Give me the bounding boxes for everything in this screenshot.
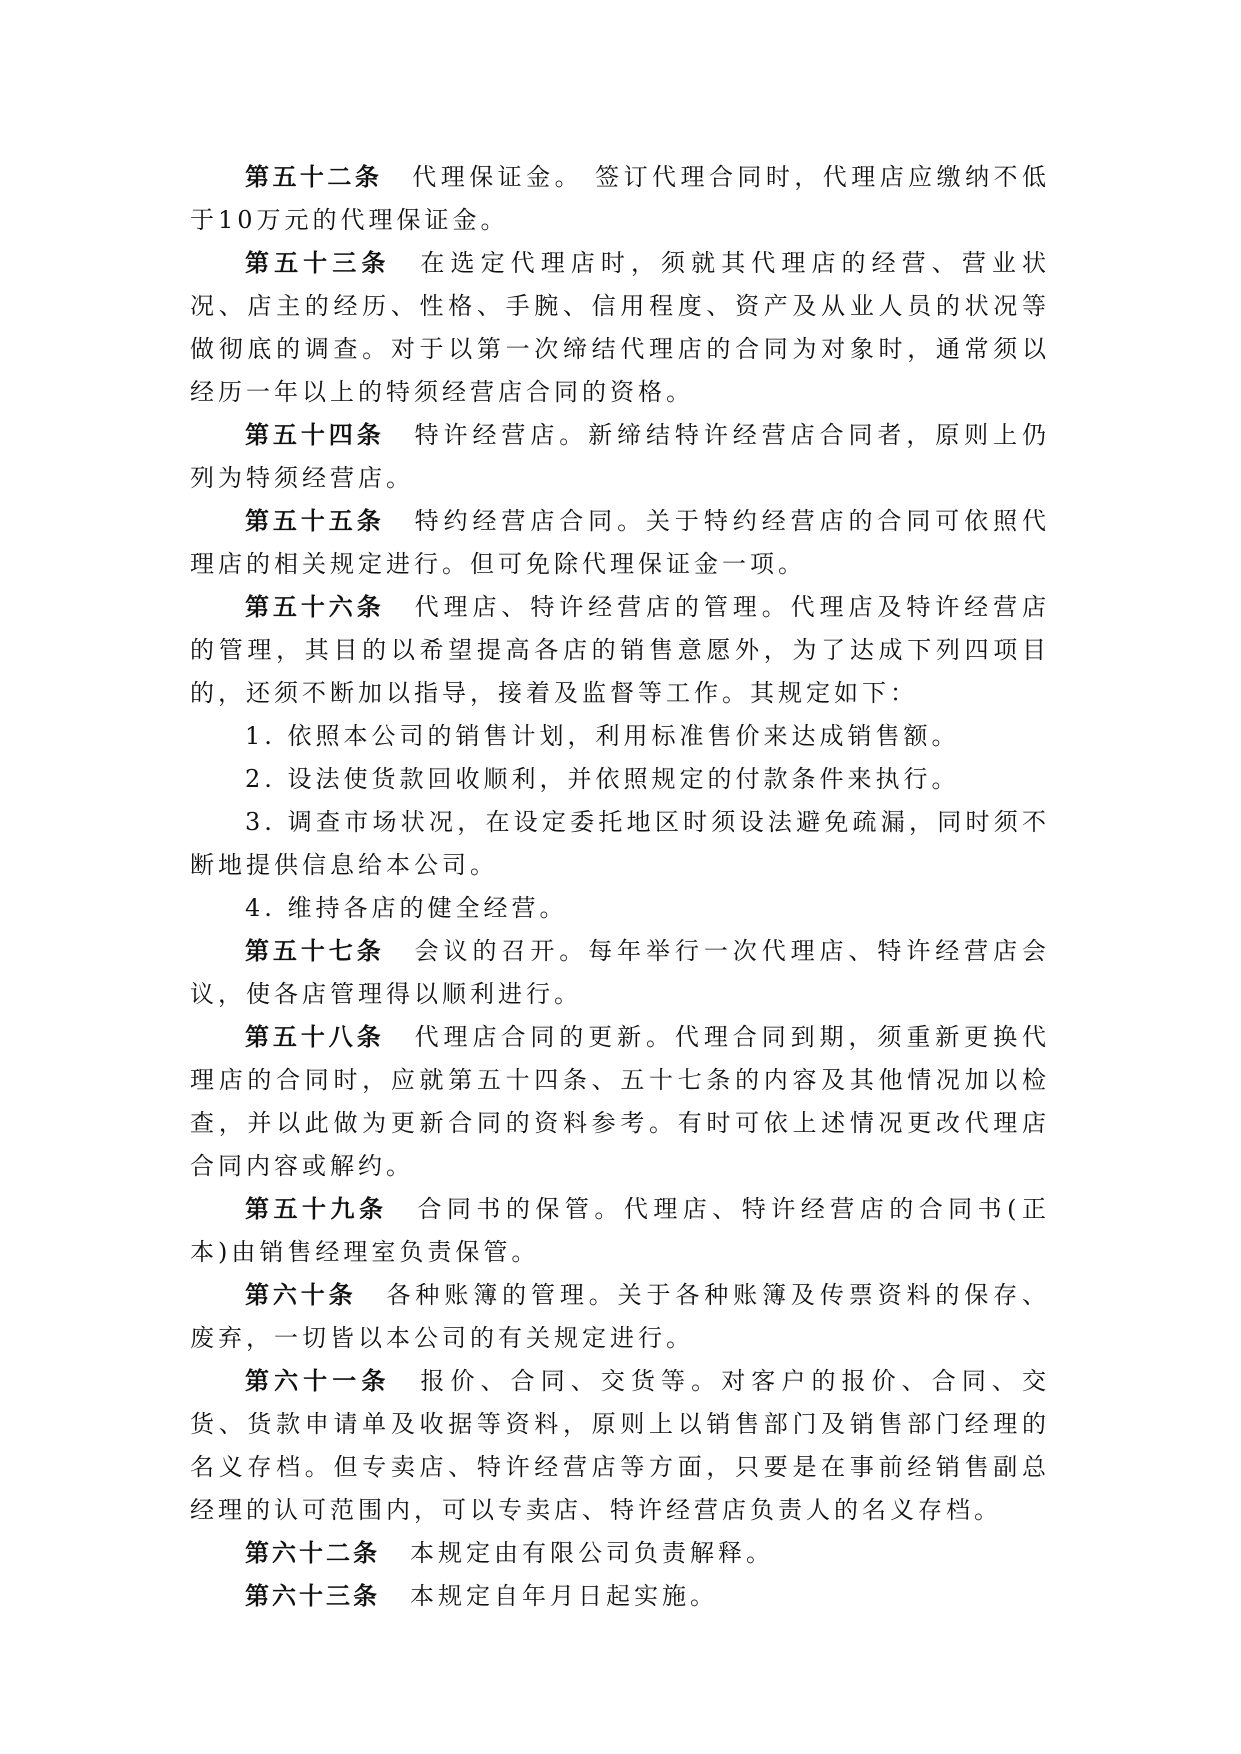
article-63 — [190, 1575, 1050, 1618]
list-item-3: 3. 调查市场状况，在设定委托地区时须设法避免疏漏，同时须不断地提供信息给本公司。 — [190, 808, 1050, 879]
article-number: 第五十五条 — [245, 507, 385, 535]
article-text: 会议的召开。每年举行一次代理店、特许经营店会议，使各店管理得以顺利进行。 — [190, 937, 1051, 1008]
list-item-2: 2. 设法使货款回收顺利，并依照规定的付款条件来执行。 — [245, 765, 960, 793]
article-text: 特约经营店合同。关于特约经营店的合同可依照代理店的相关规定进行。但可免除代理保证金一项。 — [190, 507, 1051, 578]
article-61 — [190, 1360, 1050, 1532]
article-text: 本规定由有限公司负责解释。 — [410, 1539, 774, 1567]
article-53 — [190, 242, 1050, 414]
article-56 — [190, 586, 1050, 715]
article-number: 第五十三条 — [245, 249, 391, 277]
article-number: 第六十二条 — [245, 1539, 380, 1567]
article-text: 合同书的保管。代理店、特许经营店的合同书(正本)由销售经理室负责保管。 — [190, 1195, 1050, 1266]
article-60 — [190, 1274, 1050, 1360]
article-58 — [190, 1016, 1050, 1188]
article-number: 第六十条 — [245, 1281, 357, 1309]
article-54 — [190, 414, 1050, 500]
article-number: 第五十九条 — [245, 1195, 388, 1223]
list-item-1: 1. 依照本公司的销售计划，利用标准售价来达成销售额。 — [245, 722, 960, 750]
article-text: 本规定自年月日起实施。 — [410, 1582, 718, 1610]
article-number: 第五十八条 — [245, 1023, 385, 1051]
article-number: 第五十七条 — [245, 937, 385, 965]
article-text: 各种账簿的管理。关于各种账簿及传票资料的保存、废弃，一切皆以本公司的有关规定进行。 — [190, 1281, 1051, 1352]
article-number: 第五十二条 — [245, 163, 383, 191]
article-number: 第六十三条 — [245, 1582, 380, 1610]
article-text: 特许经营店。新缔结特许经营店合同者，原则上仍列为特须经营店。 — [190, 421, 1051, 492]
article-52 — [190, 156, 1050, 242]
article-text: 代理保证金。 签订代理合同时，代理店应缴纳不低于10万元的代理保证金。 — [190, 163, 1050, 234]
article-text: 代理店、特许经营店的管理。代理店及特许经营店的管理，其目的以希望提高各店的销售意愿外，为了达成下列四项目的，还须不断加以指导，接着及监督等工作。其规定如下： — [190, 593, 1051, 707]
list-item-4: 4. 维持各店的健全经营。 — [245, 894, 568, 922]
article-55 — [190, 500, 1050, 586]
article-59 — [190, 1188, 1050, 1274]
article-number: 第五十四条 — [245, 421, 385, 449]
article-number: 第六十一条 — [245, 1367, 391, 1395]
article-text: 代理店合同的更新。代理合同到期，须重新更换代理店的合同时，应就第五十四条、五十七条的内容及其他情况加以检查，并以此做为更新合同的资料参考。有时可依上述情况更改代理店合同内容或解约。 — [190, 1023, 1051, 1180]
document-body — [190, 156, 1050, 1618]
article-text: 在选定代理店时，须就其代理店的经营、营业状况、店主的经历、性格、手腕、信用程度、资产及从业人员的状况等做彻底的调查。对于以第一次缔结代理店的合同为对象时，通常须以经历一年以上的特须经营店合同的资格。 — [190, 249, 1051, 406]
article-62 — [190, 1532, 1050, 1575]
article-text: 报价、合同、交货等。对客户的报价、合同、交货、货款申请单及收据等资料，原则上以销售部门及销售部门经理的名义存档。但专卖店、特许经营店等方面，只要是在事前经销售副总经理的认可范围内，可以专卖店、特许经营店负责人的名义存档。 — [190, 1367, 1051, 1524]
article-57 — [190, 930, 1050, 1016]
article-number: 第五十六条 — [245, 593, 385, 621]
